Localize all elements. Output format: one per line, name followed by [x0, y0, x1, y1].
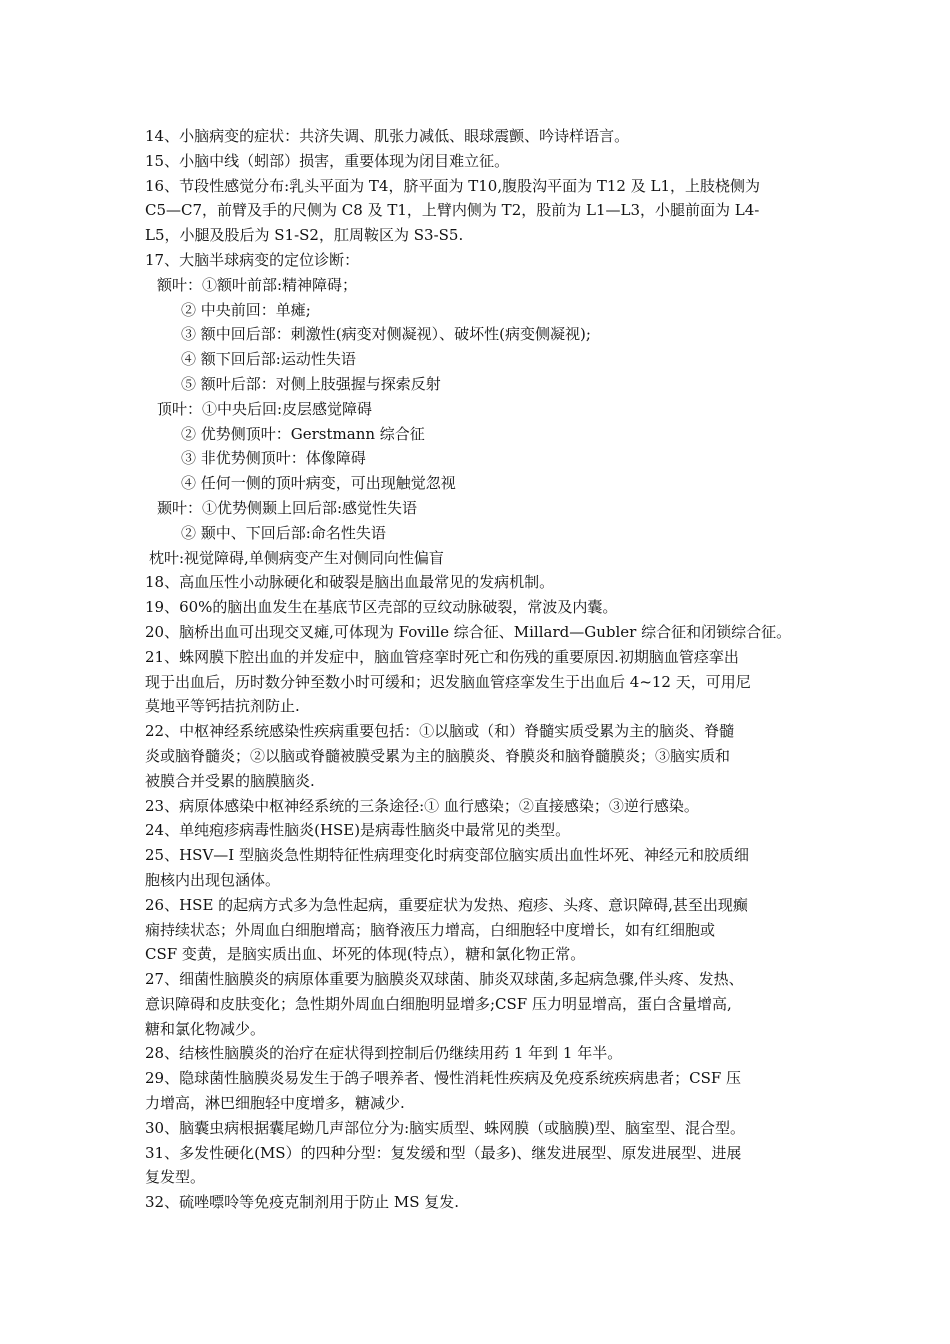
text-line: 16、节段性感觉分布:乳头平面为 T4，脐平面为 T10,腹股沟平面为 T12 及 L1，上肢桡侧为 [145, 176, 760, 195]
text-line: 17、大脑半球病变的定位诊断： [145, 250, 360, 269]
text-line: 30、脑囊虫病根据囊尾蚴几声部位分为:脑实质型、蛛网膜（或脑膜)型、脑室型、混合型。 [145, 1118, 745, 1137]
text-line: 26、HSE 的起病方式多为急性起病，重要症状为发热、疱疹、头疼、意识障碍,甚至出现癫 [145, 895, 748, 914]
text-line: 额叶：①额叶前部:精神障碍； [157, 275, 358, 294]
text-line: 糖和氯化物减少。 [145, 1019, 266, 1038]
text-line: ④ 额下回后部:运动性失语 [181, 350, 356, 369]
text-line: 19、60%的脑出血发生在基底节区壳部的豆纹动脉破裂，常波及内囊。 [145, 598, 618, 617]
text-line: 27、细菌性脑膜炎的病原体重要为脑膜炎双球菌、肺炎双球菌,多起病急骤,伴头疼、发热、 [145, 970, 744, 989]
text-line: 现于出血后，历时数分钟至数小时可缓和；迟发脑血管痉挛发生于出血后 4~12 天，可用尼 [145, 672, 751, 691]
text-line: 胞核内出现包涵体。 [145, 870, 281, 889]
text-line: 莫地平等钙拮抗剂防止. [145, 697, 300, 716]
text-line: 炎或脑脊髓炎；②以脑或脊髓被膜受累为主的脑膜炎、脊膜炎和脑脊髓膜炎；③脑实质和 [145, 746, 731, 765]
text-line: 颞叶：①优势侧颞上回后部:感觉性失语 [157, 498, 418, 517]
text-line: ④ 任何一侧的顶叶病变，可出现触觉忽视 [181, 474, 456, 493]
text-line: 顶叶：①中央后回:皮层感觉障碍 [157, 399, 373, 418]
text-line: C5—C7，前臂及手的尺侧为 C8 及 T1，上臂内侧为 T2，股前为 L1—L3，小腿前面为 L4- [145, 201, 760, 220]
text-line: 18、高血压性小动脉硬化和破裂是脑出血最常见的发病机制。 [145, 573, 555, 592]
text-line: 被膜合并受累的脑膜脑炎. [145, 771, 315, 790]
text-line: 复发型。 [145, 1168, 206, 1187]
text-line: 31、多发性硬化(MS）的四种分型：复发缓和型（最多)、继发进展型、原发进展型、进展 [145, 1143, 742, 1162]
text-line: 22、中枢神经系统感染性疾病重要包括：①以脑或（和）脊髓实质受累为主的脑炎、脊髓 [145, 722, 735, 741]
text-line: 15、小脑中线（蚓部）损害，重要体现为闭目难立征。 [145, 151, 510, 170]
text-line: 20、脑桥出血可出现交叉瘫,可体现为 Foville 综合征、Millard—Gubler 综合征和闭锁综合征。 [145, 622, 792, 641]
text-line: ② 中央前回：单瘫; [181, 300, 311, 319]
text-line: 24、单纯疱疹病毒性脑炎(HSE)是病毒性脑炎中最常见的类型。 [145, 821, 571, 840]
text-line: 力增高，淋巴细胞轻中度增多，糖减少. [145, 1094, 405, 1113]
text-line: 25、HSV—I 型脑炎急性期特征性病理变化时病变部位脑实质出血性坏死、神经元和胶质细 [145, 846, 749, 865]
text-line: 21、蛛网膜下腔出血的并发症中，脑血管痉挛时死亡和伤残的重要原因.初期脑血管痉挛出 [145, 647, 739, 666]
document-body [145, 124, 813, 1215]
text-line: 23、病原体感染中枢神经系统的三条途径:① 血行感染；②直接感染；③逆行感染。 [145, 796, 699, 815]
text-line: 28、结核性脑膜炎的治疗在症状得到控制后仍继续用药 1 年到 1 年半。 [145, 1044, 623, 1063]
text-line: ② 优势侧顶叶：Gerstmann 综合征 [181, 424, 425, 443]
text-line: ③ 非优势侧顶叶：体像障碍 [181, 449, 366, 468]
text-line: 14、小脑病变的症状：共济失调、肌张力减低、眼球震颤、吟诗样语言。 [145, 127, 630, 145]
text-line: 痫持续状态；外周血白细胞增高；脑脊液压力增高，白细胞轻中度增长，如有红细胞或 [145, 920, 716, 939]
text-line: ② 颞中、下回后部:命名性失语 [181, 523, 386, 542]
text-line: CSF 变黄，是脑实质出血、坏死的体现(特点），糖和氯化物正常。 [145, 945, 586, 964]
text-line: ⑤ 额叶后部：对侧上肢强握与探索反射 [181, 374, 441, 393]
text-line: 29、隐球菌性脑膜炎易发生于鸽子喂养者、慢性消耗性疾病及免疫系统疾病患者；CSF 压 [145, 1069, 742, 1088]
text-line: L5，小腿及股后为 S1-S2，肛周鞍区为 S3-S5. [145, 226, 464, 245]
text-line: 枕叶:视觉障碍,单侧病变产生对侧同向性偏盲 [149, 548, 444, 567]
text-line: 意识障碍和皮肤变化；急性期外周血白细胞明显增多;CSF 压力明显增高，蛋白含量增高, [145, 994, 732, 1013]
text-line: ③ 额中回后部：刺激性(病变对侧凝视）、破坏性(病变侧凝视); [181, 325, 591, 344]
text-line: 32、硫唑嘌呤等免疫克制剂用于防止 MS 复发. [145, 1193, 460, 1212]
